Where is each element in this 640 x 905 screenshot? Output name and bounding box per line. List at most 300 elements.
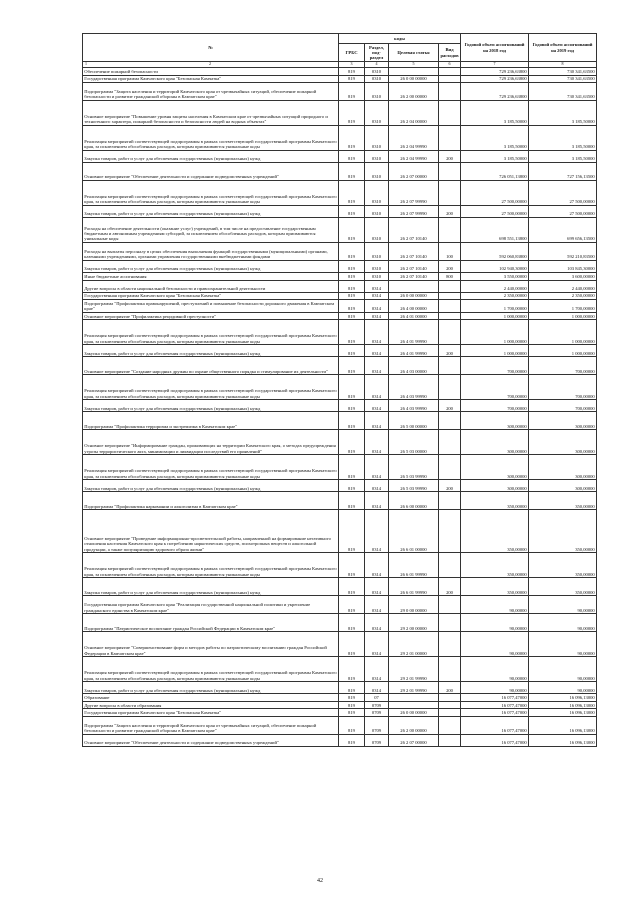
col-header-2019: Годовой объем ассигнований на 2019 год xyxy=(529,34,597,62)
table-row xyxy=(83,430,597,455)
row-expense-type xyxy=(439,280,461,292)
row-amount-2018: 700,00000 xyxy=(461,375,529,400)
row-expense-type: 200 xyxy=(439,206,461,218)
row-amount-2019: 16 096,13000 xyxy=(529,694,597,701)
table-row xyxy=(83,300,597,313)
row-target-article: 26 6 01 99990 xyxy=(389,553,439,578)
row-expense-type xyxy=(439,734,461,746)
row-target-article: 26 2 07 99990 xyxy=(389,181,439,206)
row-target-article xyxy=(389,280,439,292)
table-row xyxy=(83,163,597,181)
row-expense-type xyxy=(439,75,461,82)
row-grbs: 819 xyxy=(339,596,365,614)
row-name: Обеспечение пожарной безопасности xyxy=(83,68,339,75)
row-target-article: 26 6 01 00000 xyxy=(389,510,439,553)
row-razdel: 0310 xyxy=(365,101,389,126)
row-expense-type xyxy=(439,357,461,375)
row-expense-type: 800 xyxy=(439,273,461,280)
row-amount-2018: 16 077,47000 xyxy=(461,694,529,701)
table-row xyxy=(83,701,597,708)
row-target-article xyxy=(389,694,439,701)
row-amount-2018: 2 440,00000 xyxy=(461,280,529,292)
row-target-article: 26 5 00 00000 xyxy=(389,412,439,430)
row-name: Другие вопросы в области образования xyxy=(83,701,339,708)
row-grbs: 819 xyxy=(339,553,365,578)
row-amount-2019: 3 185,50000 xyxy=(529,101,597,126)
row-grbs: 819 xyxy=(339,375,365,400)
index-cell-1: 1 xyxy=(85,61,87,67)
row-razdel: 0314 xyxy=(365,480,389,492)
row-grbs: 819 xyxy=(339,345,365,357)
row-grbs: 819 xyxy=(339,75,365,82)
index-cell: 5 xyxy=(389,62,439,68)
row-amount-2018: 350,00000 xyxy=(461,510,529,553)
row-razdel: 0314 xyxy=(365,430,389,455)
row-grbs: 819 xyxy=(339,480,365,492)
row-expense-type: 200 xyxy=(439,345,461,357)
row-amount-2019: 350,00000 xyxy=(529,578,597,596)
row-amount-2018: 3 550,00000 xyxy=(461,273,529,280)
row-expense-type: 100 xyxy=(439,243,461,261)
table-row xyxy=(83,596,597,614)
table-row xyxy=(83,578,597,596)
table-row xyxy=(83,345,597,357)
table-row xyxy=(83,181,597,206)
row-target-article: 26 6 00 00000 xyxy=(389,492,439,510)
row-razdel: 0310 xyxy=(365,68,389,75)
row-expense-type xyxy=(439,101,461,126)
row-name: Другие вопросы в области национальной безопасности и правоохранительной деятельности xyxy=(83,280,339,292)
row-expense-type xyxy=(439,300,461,313)
row-amount-2019: 700,00000 xyxy=(529,375,597,400)
row-amount-2018: 3 185,50000 xyxy=(461,151,529,163)
row-razdel: 0310 xyxy=(365,163,389,181)
table-row xyxy=(83,709,597,716)
row-amount-2018: 90,00000 xyxy=(461,596,529,614)
row-name: Реализация мероприятий соответствующей подпрограммы в рамках соответствующей государственной программы Камчатского края, за исключением обособленных расходов, которым присваиваются уникальные коды xyxy=(83,126,339,151)
row-amount-2019: 350,00000 xyxy=(529,510,597,553)
row-grbs: 819 xyxy=(339,83,365,101)
row-amount-2019: 90,00000 xyxy=(529,657,597,682)
table-row xyxy=(83,206,597,218)
row-amount-2019: 592 210,83500 xyxy=(529,243,597,261)
table-row xyxy=(83,734,597,746)
row-name: Основное мероприятие "Обеспечение деятельности и содержание подведомственных учреждений" xyxy=(83,163,339,181)
row-amount-2018: 350,00000 xyxy=(461,578,529,596)
table-row xyxy=(83,694,597,701)
row-target-article: 26 2 00 00000 xyxy=(389,83,439,101)
row-name: Подпрограмма "Профилактика правонарушений, преступлений и повышение безопасности дорожного движения в Камчатском крае" xyxy=(83,300,339,313)
row-target-article: 26 6 01 99990 xyxy=(389,578,439,596)
index-cell: 4 xyxy=(365,62,389,68)
row-razdel: 0310 xyxy=(365,243,389,261)
table-row xyxy=(83,218,597,243)
row-amount-2018: 102 940,30000 xyxy=(461,261,529,273)
row-amount-2018: 16 077,47000 xyxy=(461,709,529,716)
row-amount-2018: 350,00000 xyxy=(461,553,529,578)
row-amount-2018: 90,00000 xyxy=(461,614,529,632)
index-cell: 6 xyxy=(439,62,461,68)
row-expense-type xyxy=(439,126,461,151)
row-razdel: 0314 xyxy=(365,292,389,299)
row-target-article: 26 4 01 99990 xyxy=(389,345,439,357)
col-header-codes: коды xyxy=(339,34,461,44)
row-amount-2018: 300,00000 xyxy=(461,480,529,492)
row-expense-type xyxy=(439,430,461,455)
row-name: Основное мероприятие "Повышение уровня защиты населения в Камчатском крае от чрезвычайных ситуаций природного и техногенного характера, пожарной безопасности и безопасности людей на водных объектах" xyxy=(83,101,339,126)
table-row xyxy=(83,320,597,345)
row-grbs: 819 xyxy=(339,614,365,632)
row-amount-2019: 16 096,13000 xyxy=(529,701,597,708)
row-amount-2018: 700,00000 xyxy=(461,357,529,375)
row-razdel: 0314 xyxy=(365,375,389,400)
row-target-article: 26 2 04 99990 xyxy=(389,151,439,163)
row-expense-type xyxy=(439,657,461,682)
row-name: Реализация мероприятий соответствующей подпрограммы в рамках соответствующей государственной программы Камчатского края, за исключением обособленных расходов, которым присваиваются уникальные коды xyxy=(83,657,339,682)
row-razdel: 0709 xyxy=(365,734,389,746)
row-expense-type xyxy=(439,709,461,716)
row-amount-2018: 350,00000 xyxy=(461,492,529,510)
row-name: Расходы на обеспечение деятельности (оказание услуг) учреждений, в том числе на предоставление государственным бюджетным и автономным учреждениям субсидий, за исключением обособленных расходов, которым присваиваются уникальные коды xyxy=(83,218,339,243)
row-grbs: 819 xyxy=(339,632,365,657)
row-amount-2019: 3 185,50000 xyxy=(529,126,597,151)
table-row xyxy=(83,357,597,375)
row-amount-2019: 300,00000 xyxy=(529,430,597,455)
row-amount-2018: 726 051,13800 xyxy=(461,163,529,181)
row-grbs: 819 xyxy=(339,357,365,375)
row-grbs: 819 xyxy=(339,273,365,280)
row-razdel: 0314 xyxy=(365,357,389,375)
row-target-article: 26 0 00 00000 xyxy=(389,75,439,82)
row-expense-type xyxy=(439,181,461,206)
row-razdel: 0709 xyxy=(365,716,389,734)
row-name: Подпрограмма "Профилактика наркомании и алкоголизма в Камчатском крае" xyxy=(83,492,339,510)
row-amount-2019: 1 000,00000 xyxy=(529,345,597,357)
table-row xyxy=(83,455,597,480)
index-cell: 8 xyxy=(529,62,597,68)
row-razdel: 0314 xyxy=(365,614,389,632)
table-row xyxy=(83,375,597,400)
table-row xyxy=(83,243,597,261)
row-name: Образование xyxy=(83,694,339,701)
row-razdel: 0709 xyxy=(365,709,389,716)
table-row xyxy=(83,553,597,578)
row-name: Подпрограмма "Профилактика терроризма и экстремизма в Камчатском крае" xyxy=(83,412,339,430)
row-expense-type xyxy=(439,694,461,701)
row-name: Расходы на выплаты персоналу в целях обеспечения выполнения функций государственными (муниципальными) органами, казенными учреждениями, органами управления государственными внебюджетными фондами xyxy=(83,243,339,261)
row-razdel: 0310 xyxy=(365,83,389,101)
row-amount-2019: 699 656,13500 xyxy=(529,218,597,243)
row-amount-2018: 1 000,00000 xyxy=(461,312,529,319)
row-expense-type xyxy=(439,320,461,345)
row-name: Государственная программа Камчатского края "Реализация государственной национальной политики и укрепление гражданского единства в Камчатском крае" xyxy=(83,596,339,614)
index-cell xyxy=(83,62,339,68)
row-razdel: 07 xyxy=(365,694,389,701)
row-name: Закупка товаров, работ и услуг для обеспечения государственных (муниципальных) нужд xyxy=(83,345,339,357)
row-name: Закупка товаров, работ и услуг для обеспечения государственных (муниципальных) нужд xyxy=(83,206,339,218)
row-name: Закупка товаров, работ и услуг для обеспечения государственных (муниципальных) нужд xyxy=(83,578,339,596)
row-target-article: 26 4 03 00000 xyxy=(389,357,439,375)
row-amount-2019: 3 185,50000 xyxy=(529,151,597,163)
row-target-article: 26 4 03 99990 xyxy=(389,400,439,412)
table-row xyxy=(83,126,597,151)
row-amount-2019: 350,00000 xyxy=(529,553,597,578)
row-amount-2018: 300,00000 xyxy=(461,430,529,455)
row-razdel: 0314 xyxy=(365,312,389,319)
col-header-num: № xyxy=(83,34,339,62)
row-amount-2018: 1 700,00000 xyxy=(461,300,529,313)
row-target-article: 26 5 03 00000 xyxy=(389,430,439,455)
row-target-article: 26 2 07 00000 xyxy=(389,163,439,181)
row-amount-2019: 16 096,13000 xyxy=(529,734,597,746)
row-expense-type xyxy=(439,83,461,101)
row-razdel: 0314 xyxy=(365,596,389,614)
row-target-article: 26 4 00 00000 xyxy=(389,300,439,313)
table-row xyxy=(83,101,597,126)
page-number: 42 xyxy=(317,878,323,884)
row-target-article: 26 2 07 00000 xyxy=(389,734,439,746)
row-grbs: 819 xyxy=(339,126,365,151)
row-grbs: 819 xyxy=(339,657,365,682)
row-target-article: 26 4 01 00000 xyxy=(389,312,439,319)
row-target-article: 26 2 00 00000 xyxy=(389,716,439,734)
row-expense-type xyxy=(439,312,461,319)
row-expense-type xyxy=(439,553,461,578)
row-grbs: 819 xyxy=(339,412,365,430)
row-grbs: 819 xyxy=(339,734,365,746)
row-target-article: 29 0 00 00000 xyxy=(389,596,439,614)
table-row xyxy=(83,657,597,682)
row-target-article: 29 2 01 99990 xyxy=(389,657,439,682)
row-amount-2019: 350,00000 xyxy=(529,492,597,510)
table-row xyxy=(83,480,597,492)
row-target-article: 29 2 00 00000 xyxy=(389,614,439,632)
row-grbs: 819 xyxy=(339,300,365,313)
row-amount-2018: 16 077,47000 xyxy=(461,734,529,746)
table-row xyxy=(83,68,597,75)
row-grbs: 819 xyxy=(339,151,365,163)
row-amount-2019: 27 500,00000 xyxy=(529,181,597,206)
row-name: Подпрограмма "Защита населения и территорий Камчатского края от чрезвычайных ситуаций, обеспечение пожарной безопасности и развитие гражданской обороны в Камчатском крае" xyxy=(83,716,339,734)
row-razdel: 0310 xyxy=(365,126,389,151)
row-name: Подпрограмма "Патриотическое воспитание граждан Российской Федерации в Камчатском крае" xyxy=(83,614,339,632)
row-amount-2019: 90,00000 xyxy=(529,632,597,657)
row-amount-2018: 27 500,00000 xyxy=(461,206,529,218)
row-razdel: 0314 xyxy=(365,455,389,480)
row-grbs: 819 xyxy=(339,312,365,319)
row-expense-type: 200 xyxy=(439,480,461,492)
row-name: Подпрограмма "Защита населения и территорий Камчатского края от чрезвычайных ситуаций, обеспечение пожарной безопасности и развитие гражданской обороны в Камчатском крае" xyxy=(83,83,339,101)
table-row xyxy=(83,632,597,657)
row-amount-2019: 3 600,00000 xyxy=(529,273,597,280)
row-expense-type xyxy=(439,218,461,243)
row-razdel: 0314 xyxy=(365,553,389,578)
row-name: Реализация мероприятий соответствующей подпрограммы в рамках соответствующей государственной программы Камчатского края, за исключением обособленных расходов, которым присваиваются уникальные коды xyxy=(83,320,339,345)
row-expense-type xyxy=(439,375,461,400)
row-expense-type: 200 xyxy=(439,261,461,273)
row-razdel: 0310 xyxy=(365,206,389,218)
row-grbs: 819 xyxy=(339,682,365,694)
table-row xyxy=(83,261,597,273)
row-expense-type xyxy=(439,701,461,708)
row-name: Иные бюджетные ассигнования xyxy=(83,273,339,280)
row-amount-2019: 1 000,00000 xyxy=(529,320,597,345)
row-target-article: 26 2 07 99990 xyxy=(389,206,439,218)
budget-table-sheet xyxy=(82,33,596,747)
index-cell: 7 xyxy=(461,62,529,68)
row-name: Закупка товаров, работ и услуг для обеспечения государственных (муниципальных) нужд xyxy=(83,400,339,412)
row-razdel: 0314 xyxy=(365,345,389,357)
row-target-article: 26 2 07 10140 xyxy=(389,243,439,261)
row-name: Закупка товаров, работ и услуг для обеспечения государственных (муниципальных) нужд xyxy=(83,682,339,694)
row-target-article xyxy=(389,68,439,75)
row-razdel: 0314 xyxy=(365,400,389,412)
row-expense-type xyxy=(439,455,461,480)
row-expense-type xyxy=(439,632,461,657)
row-amount-2019: 300,00000 xyxy=(529,412,597,430)
row-amount-2018: 729 236,63800 xyxy=(461,68,529,75)
row-grbs: 819 xyxy=(339,716,365,734)
row-grbs: 819 xyxy=(339,243,365,261)
row-amount-2019: 2 440,00000 xyxy=(529,280,597,292)
row-amount-2019: 90,00000 xyxy=(529,614,597,632)
table-row xyxy=(83,312,597,319)
col-header-razdel: Раздел, под-раздел xyxy=(365,44,389,62)
row-grbs: 819 xyxy=(339,261,365,273)
row-razdel: 0310 xyxy=(365,181,389,206)
row-grbs: 819 xyxy=(339,455,365,480)
row-target-article: 26 0 00 00000 xyxy=(389,292,439,299)
row-amount-2019: 300,00000 xyxy=(529,480,597,492)
row-amount-2018: 729 236,63800 xyxy=(461,83,529,101)
row-razdel: 0310 xyxy=(365,151,389,163)
row-expense-type xyxy=(439,163,461,181)
budget-table xyxy=(82,33,597,747)
row-amount-2018: 16 077,47000 xyxy=(461,701,529,708)
row-name: Государственная программа Камчатского края "Безопасная Камчатка" xyxy=(83,709,339,716)
row-name: Закупка товаров, работ и услуг для обеспечения государственных (муниципальных) нужд xyxy=(83,151,339,163)
row-amount-2019: 700,00000 xyxy=(529,400,597,412)
row-amount-2018: 90,00000 xyxy=(461,632,529,657)
table-row xyxy=(83,614,597,632)
row-amount-2019: 300,00000 xyxy=(529,455,597,480)
row-razdel: 0709 xyxy=(365,701,389,708)
row-amount-2018: 1 000,00000 xyxy=(461,320,529,345)
row-expense-type xyxy=(439,492,461,510)
row-grbs: 819 xyxy=(339,163,365,181)
row-expense-type xyxy=(439,68,461,75)
index-cell-2: 2 xyxy=(209,61,211,67)
row-razdel: 0310 xyxy=(365,261,389,273)
row-expense-type xyxy=(439,412,461,430)
row-expense-type: 200 xyxy=(439,151,461,163)
row-name: Основное мероприятие "Профилактика рецидивной преступности" xyxy=(83,312,339,319)
row-razdel: 0310 xyxy=(365,273,389,280)
col-header-cs: Целевая статья xyxy=(389,44,439,62)
row-grbs: 819 xyxy=(339,206,365,218)
row-amount-2018: 3 185,50000 xyxy=(461,101,529,126)
table-row xyxy=(83,716,597,734)
row-expense-type xyxy=(439,292,461,299)
index-cell: 3 xyxy=(339,62,365,68)
row-target-article xyxy=(389,701,439,708)
row-name: Основное мероприятие "Обеспечение деятельности и содержание подведомственных учреждений" xyxy=(83,734,339,746)
row-razdel: 0314 xyxy=(365,320,389,345)
col-header-vr: Вид расходов xyxy=(439,44,461,62)
row-name: Реализация мероприятий соответствующей подпрограммы в рамках соответствующей государственной программы Камчатского края, за исключением обособленных расходов, которым присваиваются уникальные коды xyxy=(83,455,339,480)
row-target-article: 26 2 07 10140 xyxy=(389,273,439,280)
row-grbs: 819 xyxy=(339,101,365,126)
row-amount-2019: 16 096,13000 xyxy=(529,716,597,734)
row-amount-2019: 727 156,13500 xyxy=(529,163,597,181)
row-target-article: 26 4 03 99990 xyxy=(389,375,439,400)
row-name: Основное мероприятие "Создание народных дружин по охране общественного порядка и стимулирование их деятельности" xyxy=(83,357,339,375)
row-expense-type xyxy=(439,716,461,734)
row-grbs: 819 xyxy=(339,701,365,708)
row-target-article: 26 2 04 00000 xyxy=(389,101,439,126)
row-expense-type xyxy=(439,596,461,614)
table-body xyxy=(83,62,597,747)
row-expense-type: 200 xyxy=(439,400,461,412)
row-target-article: 29 2 01 00000 xyxy=(389,632,439,657)
row-amount-2019: 730 341,63500 xyxy=(529,75,597,82)
row-grbs: 819 xyxy=(339,694,365,701)
row-amount-2019: 730 341,63500 xyxy=(529,83,597,101)
table-row xyxy=(83,280,597,292)
row-grbs: 819 xyxy=(339,68,365,75)
row-grbs: 819 xyxy=(339,280,365,292)
row-grbs: 819 xyxy=(339,292,365,299)
row-razdel: 0314 xyxy=(365,300,389,313)
row-target-article: 29 2 01 99990 xyxy=(389,682,439,694)
row-expense-type xyxy=(439,510,461,553)
row-name: Основное мероприятие "Совершенствование форм и методов работы по патриотическому воспитанию граждан Российской Федерации в Камчатском крае" xyxy=(83,632,339,657)
row-amount-2019: 103 845,30000 xyxy=(529,261,597,273)
table-row xyxy=(83,682,597,694)
col-header-grbs: ГРБС xyxy=(339,44,365,62)
row-razdel: 0310 xyxy=(365,75,389,82)
row-amount-2019: 2 350,00000 xyxy=(529,292,597,299)
row-amount-2018: 3 185,50000 xyxy=(461,126,529,151)
row-amount-2018: 27 500,00000 xyxy=(461,181,529,206)
row-amount-2018: 90,00000 xyxy=(461,682,529,694)
table-row xyxy=(83,273,597,280)
row-grbs: 819 xyxy=(339,492,365,510)
table-row xyxy=(83,412,597,430)
row-razdel: 0314 xyxy=(365,632,389,657)
row-amount-2019: 1 700,00000 xyxy=(529,300,597,313)
row-expense-type: 200 xyxy=(439,578,461,596)
row-grbs: 819 xyxy=(339,510,365,553)
row-expense-type: 200 xyxy=(439,682,461,694)
row-razdel: 0314 xyxy=(365,510,389,553)
row-grbs: 819 xyxy=(339,709,365,716)
row-name: Государственная программа Камчатского края "Безопасная Камчатка" xyxy=(83,75,339,82)
row-amount-2019: 90,00000 xyxy=(529,682,597,694)
row-name: Реализация мероприятий соответствующей подпрограммы в рамках соответствующей государственной программы Камчатского края, за исключением обособленных расходов, которым присваиваются уникальные коды xyxy=(83,375,339,400)
row-name: Закупка товаров, работ и услуг для обеспечения государственных (муниципальных) нужд xyxy=(83,261,339,273)
row-amount-2018: 698 551,13800 xyxy=(461,218,529,243)
row-amount-2019: 730 341,63500 xyxy=(529,68,597,75)
row-amount-2018: 729 236,63800 xyxy=(461,75,529,82)
table-row xyxy=(83,75,597,82)
table-row xyxy=(83,510,597,553)
row-target-article: 26 2 07 10140 xyxy=(389,218,439,243)
row-target-article: 26 0 00 00000 xyxy=(389,709,439,716)
row-amount-2018: 592 060,83800 xyxy=(461,243,529,261)
col-header-2018: Годовой объем ассигнований на 2018 год xyxy=(461,34,529,62)
row-amount-2019: 1 000,00000 xyxy=(529,312,597,319)
